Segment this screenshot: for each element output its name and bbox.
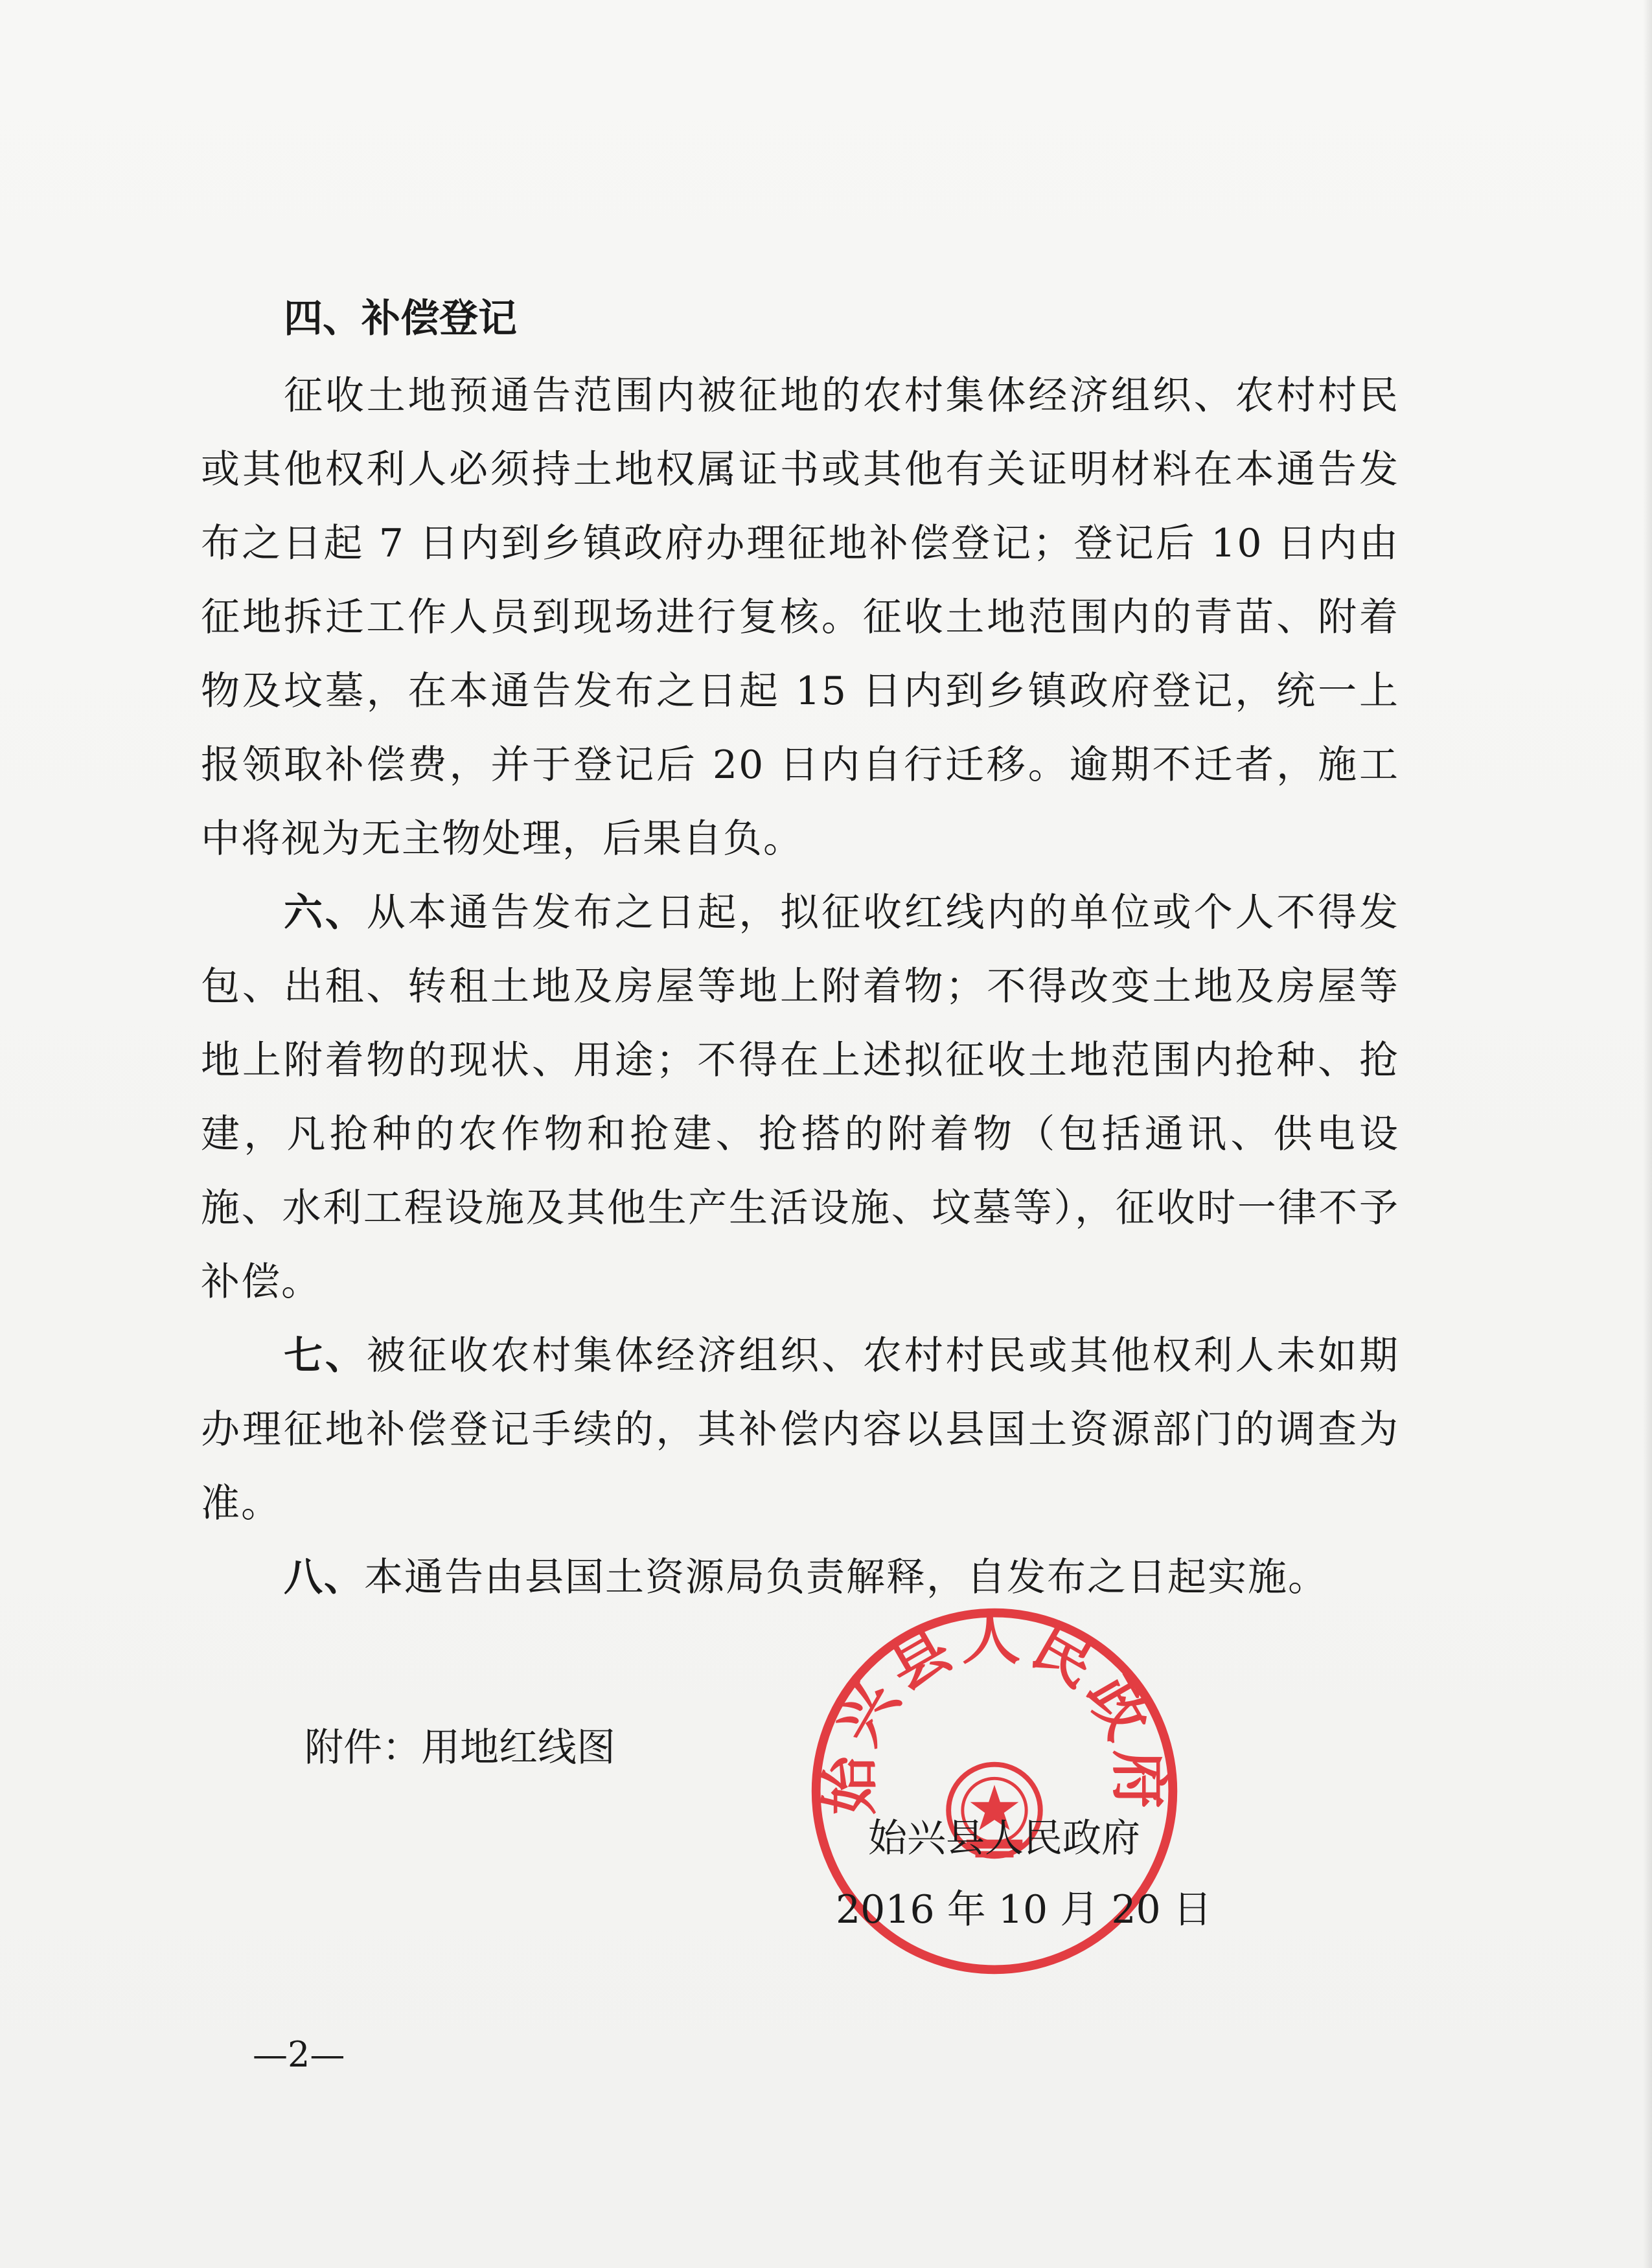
section-8-text: 本通告由县国土资源局负责解释，自发布之日起实施。 <box>364 1555 1328 1600</box>
section-8-paragraph <box>201 1541 1399 1614</box>
signatory-name: 始兴县人民政府 <box>868 1816 1140 1861</box>
issue-date: 2016 年 10 月 20 日 <box>836 1887 1212 1932</box>
section-6-number: 六、 <box>284 890 367 935</box>
seal-arc-text: 始兴县人民政府 <box>816 1604 1173 1815</box>
section-4-paragraph: 征收土地预通告范围内被征地的农村集体经济组织、农村村民或其他权利人必须持土地权属证书或其他有关证明材料在本通告发布之日起 7 日内到乡镇政府办理征地补偿登记；登记后 10 日内由征地拆迁工作人员到现场进行复核。征收土地范围内的青苗、附着物及坟墓，在本通告发布之日起 15 日内到乡镇政府登记，统一上报领取补偿费，并于登记后 20 日内自行迁移。逾期不迁者，施工中将视为无主物处理，后果自负。 <box>201 373 1399 862</box>
section-8-number: 八、 <box>284 1555 364 1600</box>
section-7-text: 被征收农村集体经济组织、农村村民或其他权利人未如期办理征地补偿登记手续的，其补偿内容以县国土资源部门的调查为准。 <box>201 1333 1400 1526</box>
attachment-note: 附件：用地红线图 <box>304 1725 615 1770</box>
section-7-paragraph <box>201 1319 1399 1541</box>
document-body <box>201 279 1399 1614</box>
page-number: —2— <box>253 2034 345 2075</box>
section-6-paragraph <box>201 876 1399 1319</box>
page-edge-shadow <box>1643 0 1652 2268</box>
section-4-heading: 四、补偿登记 <box>284 296 517 341</box>
section-6-text: 从本通告发布之日起，拟征收红线内的单位或个人不得发包、出租、转租土地及房屋等地上附着物；不得改变土地及房屋等地上附着物的现状、用途；不得在上述拟征收土地范围内抢种、抢建，凡抢种的农作物和抢建、抢搭的附着物（包括通讯、供电设施、水利工程设施及其他生产生活设施、坟墓等），征收时一律不予补偿。 <box>201 890 1400 1305</box>
section-7-number: 七、 <box>284 1333 367 1379</box>
